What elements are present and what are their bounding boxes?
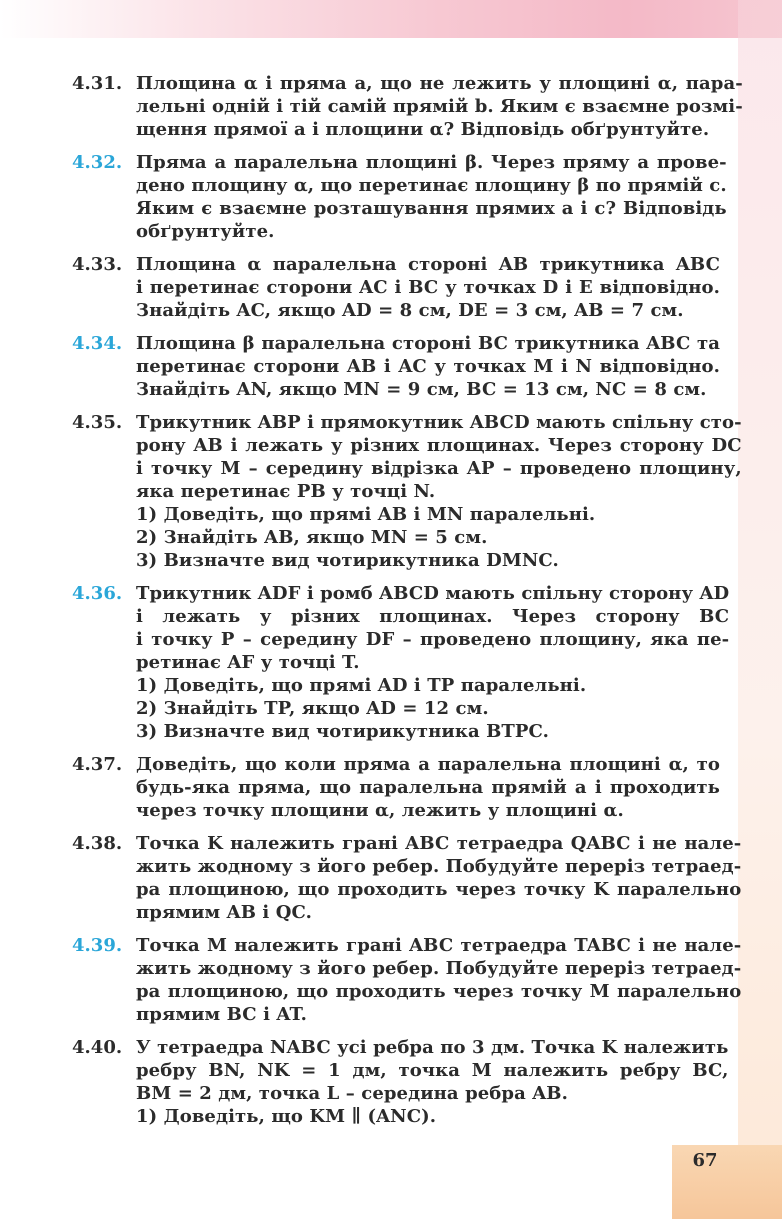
- problem-line: лельні одній і тій самій прямій b. Яким є взаємне розмі-: [136, 96, 743, 117]
- problem-line: жить жодному з його ребер. Побудуйте переріз тетраед-: [136, 958, 742, 979]
- problem-number: 4.32.: [72, 152, 123, 173]
- header-band: [0, 0, 782, 38]
- problem-line: жить жодному з його ребер. Побудуйте переріз тетраед-: [136, 856, 742, 877]
- problem-line: 1) Доведіть, що KM ∥ (ANC).: [136, 1106, 437, 1127]
- problem-line: BM = 2 дм, точка L – середина ребра AB.: [136, 1083, 568, 1104]
- problem-line: ра площиною, що проходить через точку M паралельно: [136, 981, 742, 1002]
- problem-line: через точку площини α, лежить у площині α.: [136, 800, 624, 821]
- problem-item: [72, 582, 730, 743]
- problem-line: Точка M належить грані ABC тетраедра TABC і не нале-: [136, 935, 742, 956]
- problem-text: [136, 72, 743, 141]
- problem-text: [136, 332, 720, 401]
- problem-line: і точку M – середину відрізка AP – проведено площину,: [136, 458, 742, 479]
- problem-line: перетинає сторони AB і AC у точках M і N відповідно.: [136, 356, 720, 377]
- problem-item: [72, 1036, 729, 1128]
- problem-text: [136, 753, 720, 822]
- problem-number: 4.40.: [72, 1037, 123, 1058]
- problem-item: [72, 253, 720, 322]
- problem-line: ра площиною, що проходить через точку K паралельно: [136, 879, 742, 900]
- problem-line: Площина α паралельна стороні AB трикутника ABC: [136, 254, 720, 275]
- problem-line: Знайдіть AN, якщо MN = 9 см, BC = 13 см, NC = 8 см.: [136, 379, 707, 400]
- problem-line: Площина β паралельна стороні BC трикутника ABC та: [136, 333, 720, 354]
- problem-number: 4.37.: [72, 754, 123, 775]
- problem-line: і перетинає сторони AC і BC у точках D і E відповідно.: [136, 277, 720, 298]
- problem-line: Яким є взаємне розташування прямих a і c? Відповідь: [136, 198, 727, 219]
- problem-item: [72, 72, 743, 141]
- problem-line: і лежать у різних площинах. Через сторону BC: [136, 606, 730, 627]
- page-number: 67: [692, 1150, 718, 1171]
- problem-line: яка перетинає PB у точці N.: [136, 481, 436, 502]
- problem-line: прямим AB і QC.: [136, 902, 312, 923]
- problem-line: 2) Знайдіть AB, якщо MN = 5 см.: [136, 527, 488, 548]
- problem-line: Площина α і пряма a, що не лежить у площині α, пара-: [136, 73, 743, 94]
- problem-line: Трикутник ADF і ромб ABCD мають спільну сторону AD: [136, 583, 730, 604]
- problem-line: Трикутник ABP і прямокутник ABCD мають спільну сто-: [136, 412, 742, 433]
- problem-line: обґрунтуйте.: [136, 221, 275, 242]
- problem-item: [72, 934, 742, 1026]
- problem-item: [72, 151, 727, 243]
- problem-item: [72, 332, 720, 401]
- problem-text: [136, 1036, 728, 1128]
- problem-line: 1) Доведіть, що прямі AB і MN паралельні.: [136, 504, 596, 525]
- problem-text: [136, 934, 741, 1026]
- problem-line: 3) Визначте вид чотирикутника BTPC.: [136, 721, 550, 742]
- problem-text: [136, 582, 729, 743]
- problem-line: ретинає AF у точці T.: [136, 652, 360, 673]
- problem-item: [72, 411, 742, 572]
- problem-line: 3) Визначте вид чотирикутника DMNC.: [136, 550, 559, 571]
- problem-number: 4.36.: [72, 583, 123, 604]
- problem-number: 4.35.: [72, 412, 123, 433]
- problem-number: 4.33.: [72, 254, 123, 275]
- problem-number: 4.38.: [72, 833, 123, 854]
- problem-line: Пряма a паралельна площині β. Через пряму a прове-: [136, 152, 727, 173]
- problem-number: 4.31.: [72, 73, 123, 94]
- problem-line: 1) Доведіть, що прямі AD і TP паралельні.: [136, 675, 587, 696]
- problem-text: [136, 253, 720, 322]
- problem-line: Доведіть, що коли пряма a паралельна площині α, то: [136, 754, 720, 775]
- problem-line: будь-яка пряма, що паралельна прямій a і проходить: [136, 777, 720, 798]
- problem-line: прямим BC і AT.: [136, 1004, 308, 1025]
- problem-item: [72, 832, 742, 924]
- problem-line: рону AB і лежать у різних площинах. Через сторону DC: [136, 435, 742, 456]
- problem-text: [136, 832, 741, 924]
- problem-line: ребру BN, NK = 1 дм, точка M належить ребру BC,: [136, 1060, 729, 1081]
- problem-list: [72, 72, 743, 1138]
- problem-line: У тетраедра NABC усі ребра по 3 дм. Точка K належить: [136, 1037, 729, 1058]
- problem-text: [136, 411, 742, 572]
- problem-line: Точка K належить грані ABC тетраедра QABC і не нале-: [136, 833, 742, 854]
- margin-strip: [738, 0, 782, 1219]
- problem-item: [72, 753, 720, 822]
- problem-number: 4.39.: [72, 935, 123, 956]
- problem-line: щення прямої a і площини α? Відповідь обґрунтуйте.: [136, 119, 710, 140]
- problem-line: дено площину α, що перетинає площину β по прямій c.: [136, 175, 727, 196]
- problem-line: Знайдіть AC, якщо AD = 8 см, DE = 3 см, AB = 7 см.: [136, 300, 684, 321]
- problem-text: [136, 151, 727, 243]
- problem-line: 2) Знайдіть TP, якщо AD = 12 см.: [136, 698, 489, 719]
- problem-line: і точку P – середину DF – проведено площину, яка пе-: [136, 629, 730, 650]
- problem-number: 4.34.: [72, 333, 123, 354]
